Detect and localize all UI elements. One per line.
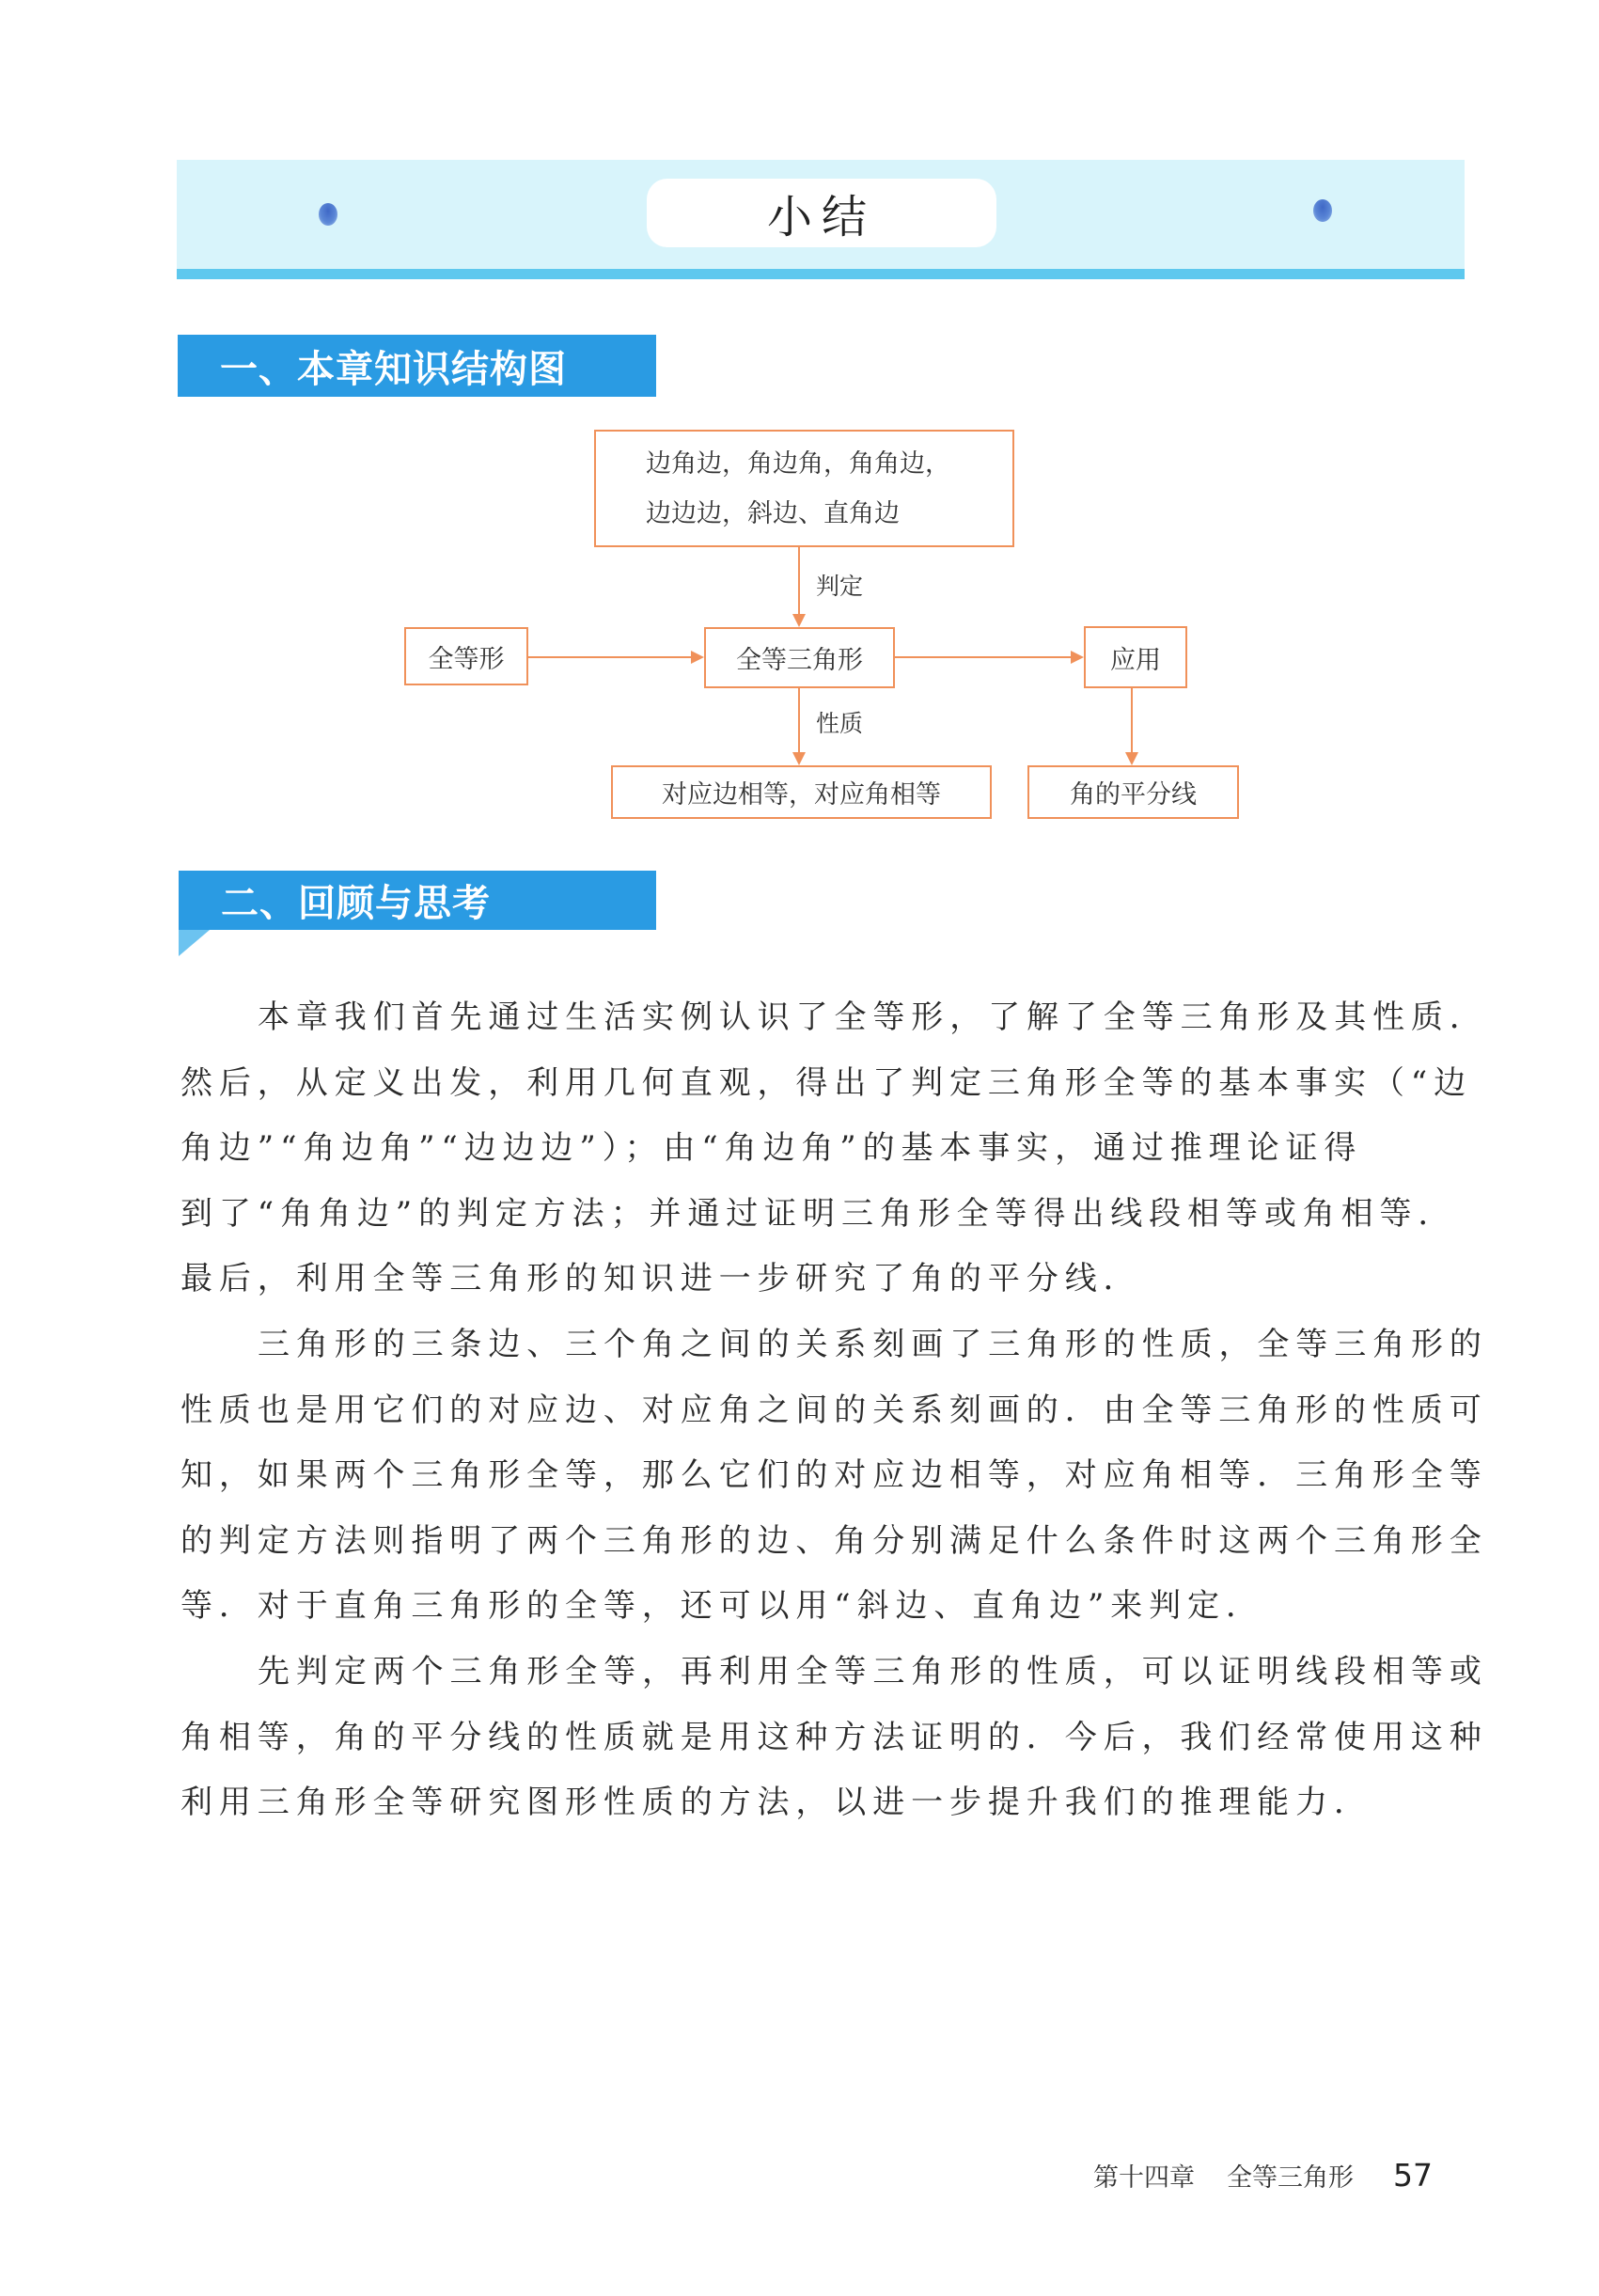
paragraph-3 — [180, 1640, 1488, 1836]
arrow-down-icon — [1125, 752, 1138, 765]
text-line: 先判定两个三角形全等，再利用全等三角形的性质，可以证明线段相等或 — [258, 1652, 1488, 1691]
text-line: 知，如果两个三角形全等，那么它们的对应边相等，对应角相等．三角形全等 — [180, 1456, 1488, 1495]
review-text — [180, 985, 1488, 1836]
banner-dot-left-icon — [319, 203, 337, 226]
text-line: 角相等，角的平分线的性质就是用这种方法证明的．今后，我们经常使用这种 — [180, 1718, 1488, 1756]
section-header-structure — [178, 335, 656, 397]
text-line: 性质也是用它们的对应边、对应角之间的关系刻画的．由全等三角形的性质可 — [180, 1391, 1488, 1429]
banner-dot-right-icon — [1313, 199, 1332, 222]
page-footer — [1093, 2157, 1433, 2194]
arrow-down-icon — [792, 752, 806, 765]
text-line: 然后，从定义出发，利用几何直观，得出了判定三角形全等的基本事实（“边 — [180, 1063, 1472, 1102]
footer-chapter: 第十四章 — [1093, 2163, 1195, 2193]
edge-label-property: 性质 — [816, 710, 864, 737]
connector-determine — [798, 547, 800, 615]
text-line: 利用三角形全等研究图形性质的方法，以进一步提升我们的推理能力． — [180, 1784, 1372, 1822]
criteria-line-2: 边边边，斜边、直角边 — [646, 498, 900, 528]
arrow-right-icon — [691, 651, 704, 664]
node-congruent-figures — [404, 627, 528, 685]
node-label: 全等形 — [428, 644, 505, 674]
text-line: 到了“角角边”的判定方法；并通过证明三角形全等得出线段相等或角相等． — [180, 1194, 1457, 1233]
footer-chapter-title: 全等三角形 — [1227, 2163, 1354, 2193]
section-header-fold — [179, 930, 210, 956]
node-label: 应用 — [1110, 645, 1161, 675]
node-label: 对应边相等，对应角相等 — [662, 780, 941, 810]
text-line: 等．对于直角三角形的全等，还可以用“斜边、直角边”来判定． — [180, 1587, 1264, 1626]
text-line: 的判定方法则指明了两个三角形的边、角分别满足什么条件时这两个三角形全 — [180, 1521, 1488, 1560]
node-label: 全等三角形 — [736, 646, 863, 675]
node-properties-result — [611, 765, 992, 819]
node-label: 角的平分线 — [1070, 780, 1197, 810]
criteria-line-1: 边角边，角边角，角角边， — [646, 448, 950, 479]
text-line: 三角形的三条边、三个角之间的关系刻画了三角形的性质，全等三角形的 — [258, 1325, 1488, 1363]
text-line: 角边”“角边角”“边边边”）；由“角边角”的基本事实，通过推理论证得 — [180, 1129, 1363, 1168]
text-line: 本章我们首先通过生活实例认识了全等形，了解了全等三角形及其性质． — [258, 999, 1488, 1036]
criteria-box — [594, 430, 1014, 547]
section-header-label: 一、本章知识结构图 — [220, 347, 567, 391]
paragraph-1 — [180, 985, 1488, 1313]
edge-label-determine: 判定 — [816, 573, 864, 600]
section-header-label: 二、回顾与思考 — [221, 882, 491, 925]
title-pill — [647, 179, 996, 247]
section-header-review — [179, 871, 656, 930]
connector-application-to-bisector — [1131, 688, 1133, 752]
text-line: 最后，利用全等三角形的知识进一步研究了角的平分线． — [180, 1260, 1142, 1298]
node-congruent-triangles — [704, 627, 895, 688]
connector-property — [798, 688, 800, 752]
title-banner-stripe — [177, 269, 1465, 279]
arrow-down-icon — [792, 614, 806, 627]
page-number: 57 — [1393, 2157, 1433, 2194]
node-application — [1084, 626, 1187, 688]
connector-triangles-to-application — [895, 656, 1071, 658]
arrow-right-icon — [1071, 651, 1084, 664]
node-angle-bisector — [1027, 765, 1239, 819]
page-title: 小结 — [766, 191, 876, 244]
connector-figures-to-triangles — [528, 656, 692, 658]
paragraph-2 — [180, 1313, 1488, 1640]
